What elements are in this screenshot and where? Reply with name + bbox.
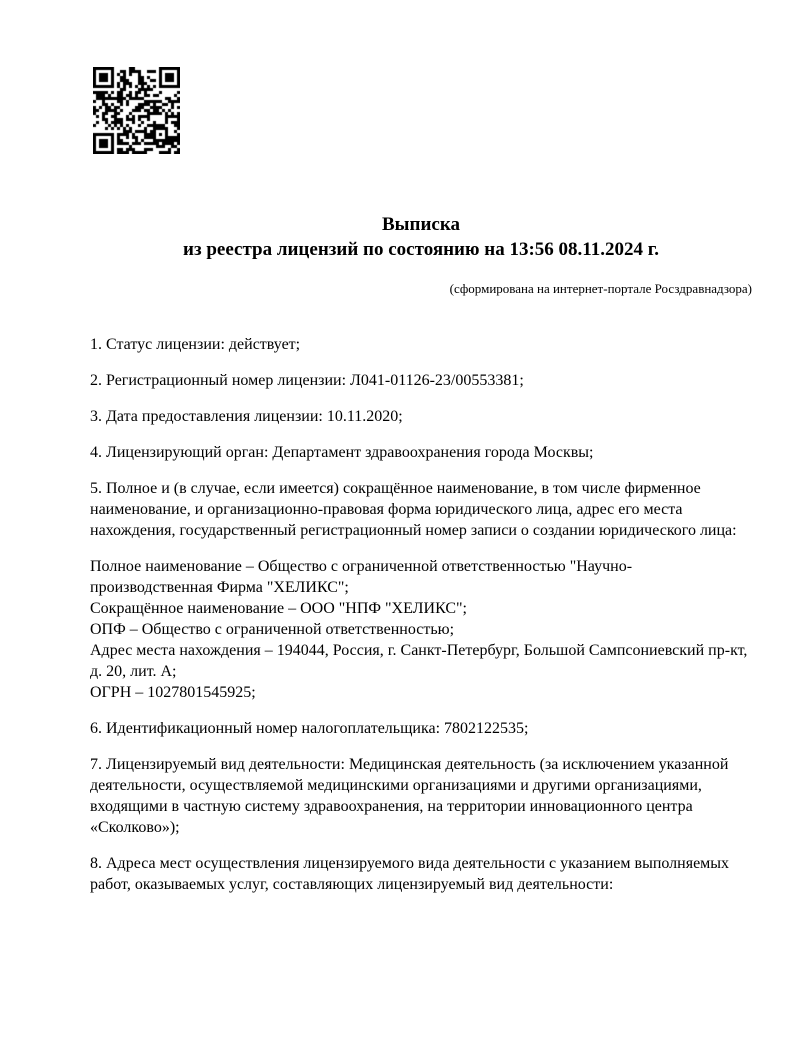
document-subtitle: (сформирована на интернет-портале Росздравнадзора) bbox=[449, 281, 752, 296]
paragraph-license-status: 1. Статус лицензии: действует; bbox=[90, 336, 301, 353]
detail-short-name: Сокращённое наименование – ООО "НПФ "ХЕЛИКС"; bbox=[90, 600, 467, 617]
paragraph-entity-heading: 5. Полное и (в случае, если имеется) сокращённое наименование, в том числе фирменное наименование, и организационно-правовая форма юридического лица, адрес его места нахождения, государственный регистрационный номер записи о создании юридического лица: bbox=[90, 480, 737, 539]
title-line-1: Выписка bbox=[382, 214, 460, 235]
detail-full-name: Полное наименование – Общество с ограниченной ответственностью "Научно-производственная Фирма "ХЕЛИКС"; bbox=[90, 558, 633, 596]
detail-ogrn: ОГРН – 1027801545925; bbox=[90, 684, 256, 701]
paragraph-licensed-activity: 7. Лицензируемый вид деятельности: Медицинская деятельность (за исключением указанной деятельности, осуществляемой медицинскими организациями и другими организациями, входящими в частную систему здравоохранения, на территории инновационного центра «Сколково»); bbox=[90, 756, 729, 836]
paragraph-licensing-authority: 4. Лицензирующий орган: Департамент здравоохранения города Москвы; bbox=[90, 444, 594, 461]
detail-legal-form: ОПФ – Общество с ограниченной ответственностью; bbox=[90, 621, 455, 638]
paragraph-registration-number: 2. Регистрационный номер лицензии: Л041-01126-23/00553381; bbox=[90, 372, 524, 389]
document-paragraphs bbox=[90, 334, 752, 895]
document-title bbox=[90, 212, 752, 262]
paragraph-grant-date: 3. Дата предоставления лицензии: 10.11.2020; bbox=[90, 408, 403, 425]
document-content bbox=[90, 0, 752, 910]
paragraph-activity-addresses: 8. Адреса мест осуществления лицензируемого вида деятельности с указанием выполняемых работ, оказываемых услуг, составляющих лицензируемый вид деятельности: bbox=[90, 855, 730, 893]
title-line-2: из реестра лицензий по состоянию на 13:56 08.11.2024 г. bbox=[183, 239, 659, 260]
detail-address: Адрес места нахождения – 194044, Россия, г. Санкт-Петербург, Большой Сампсониевский пр-кт, д. 20, лит. А; bbox=[90, 642, 748, 680]
paragraph-entity-details bbox=[90, 556, 752, 703]
paragraph-inn: 6. Идентификационный номер налогоплательщика: 7802122535; bbox=[90, 720, 529, 737]
